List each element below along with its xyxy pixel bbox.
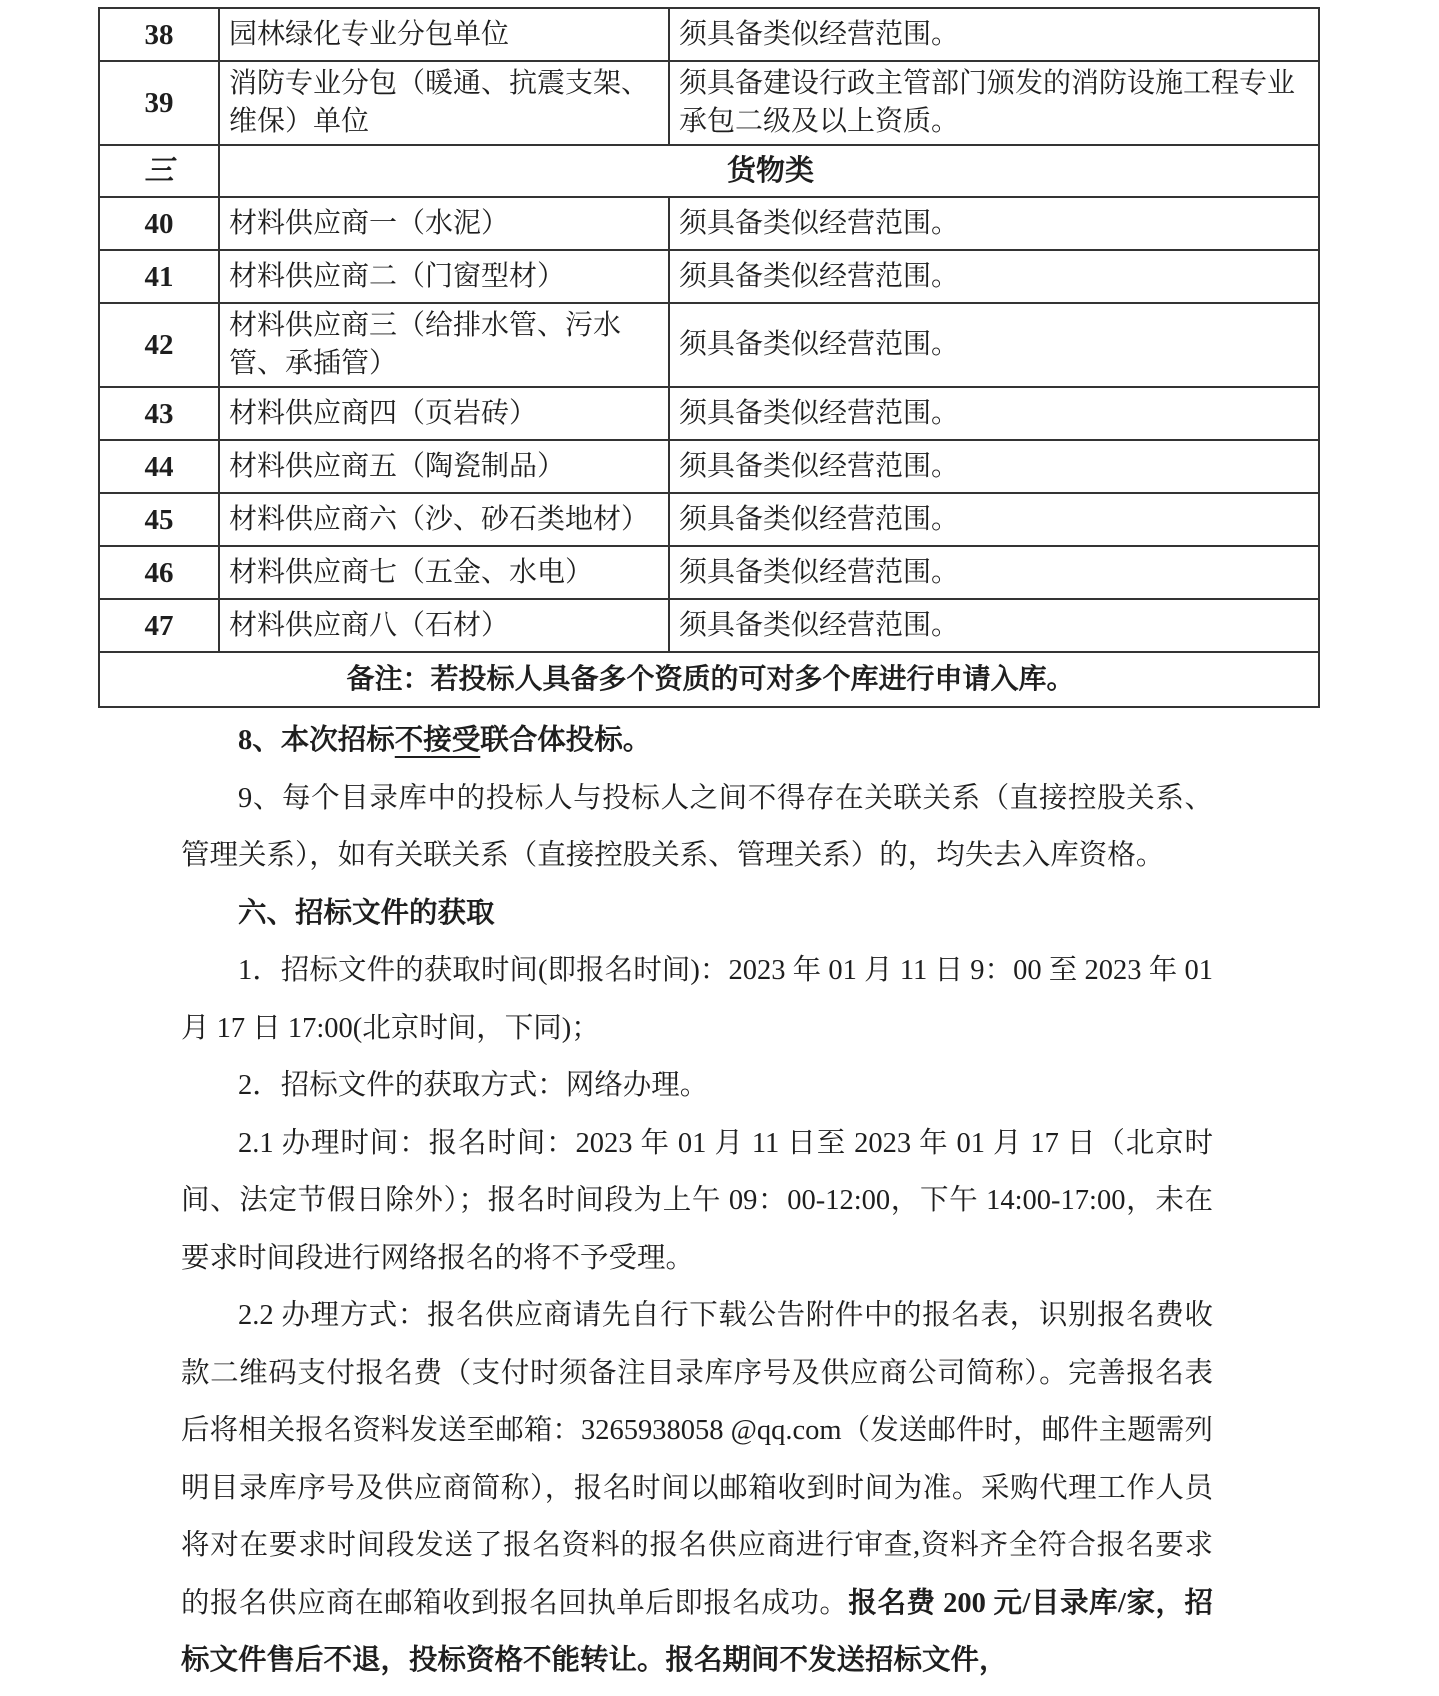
- body-text: [181, 712, 1213, 1690]
- table-row: [99, 8, 1319, 61]
- table-row: [99, 303, 1319, 387]
- requirement: 须具备类似经营范围。: [669, 197, 1319, 250]
- paragraph-item-1: 1．招标文件的获取时间(即报名时间)：2023 年 01 月 11 日 9：00 至 2023 年 01 月 17 日 17:00(北京时间，下同)；: [181, 955, 1213, 1044]
- supplier-name: 材料供应商五（陶瓷制品）: [219, 440, 669, 493]
- paragraph-item-9: 9、每个目录库中的投标人与投标人之间不得存在关联关系（直接控股关系、管理关系），如有关联关系（直接控股关系、管理关系）的，均失去入库资格。: [181, 782, 1213, 871]
- supplier-name: 材料供应商三（给排水管、污水管、承插管）: [219, 303, 669, 387]
- paragraph-item-8: [181, 712, 1213, 770]
- goods-section-row: [99, 145, 1319, 197]
- section-title: 货物类: [219, 145, 1319, 197]
- row-number: 46: [99, 546, 219, 599]
- row-number: 45: [99, 493, 219, 546]
- table-row: [99, 387, 1319, 440]
- table-row: [99, 493, 1319, 546]
- table-row: [99, 440, 1319, 493]
- row-number: 47: [99, 599, 219, 652]
- requirement: 须具备类似经营范围。: [669, 387, 1319, 440]
- supplier-name: 园林绿化专业分包单位: [219, 8, 669, 61]
- item-8-suffix: 联合体投标。: [480, 725, 652, 756]
- requirement: 须具备类似经营范围。: [669, 8, 1319, 61]
- row-number: 39: [99, 61, 219, 145]
- requirement: 须具备类似经营范围。: [669, 546, 1319, 599]
- paragraph-2-1: 2.1 办理时间：报名时间：2023 年 01 月 11 日至 2023 年 01 月 17 日（北京时间、法定节假日除外）；报名时间段为上午 09：00-12:00，下午 14:00-17:00，未在要求时间段进行网络报名的将不予受理。: [181, 1127, 1213, 1274]
- requirement: 须具备类似经营范围。: [669, 599, 1319, 652]
- section-label: 三: [99, 145, 219, 197]
- supplier-name: 材料供应商六（沙、砂石类地材）: [219, 493, 669, 546]
- row-number: 40: [99, 197, 219, 250]
- row-number: 38: [99, 8, 219, 61]
- supplier-name: 材料供应商七（五金、水电）: [219, 546, 669, 599]
- table-row: [99, 250, 1319, 303]
- supplier-name: 材料供应商一（水泥）: [219, 197, 669, 250]
- row-number: 44: [99, 440, 219, 493]
- requirement: 须具备建设行政主管部门颁发的消防设施工程专业承包二级及以上资质。: [669, 61, 1319, 145]
- table-row: [99, 546, 1319, 599]
- item-8-prefix: 8、本次招标: [238, 725, 395, 756]
- supplier-name: 消防专业分包（暖通、抗震支架、维保）单位: [219, 61, 669, 145]
- supplier-name: 材料供应商二（门窗型材）: [219, 250, 669, 303]
- row-number: 43: [99, 387, 219, 440]
- requirement: 须具备类似经营范围。: [669, 440, 1319, 493]
- requirement: 须具备类似经营范围。: [669, 493, 1319, 546]
- section-heading-6: 六、招标文件的获取: [238, 897, 495, 929]
- qualification-table: [98, 7, 1320, 708]
- table-row: [99, 61, 1319, 145]
- table-note-row: [99, 652, 1319, 707]
- supplier-name: 材料供应商四（页岩砖）: [219, 387, 669, 440]
- paragraph-2-2-normal: 2.2 办理方式：报名供应商请先自行下载公告附件中的报名表，识别报名费收款二维码支付报名费（支付时须备注目录库序号及供应商公司简称）。完善报名表后将相关报名资料发送至邮箱：3265938058 @qq.com（发送邮件时，邮件主题需列明目录库序号及供应商简称），报名时间以邮箱收到时间为准。采购代理工作人员将对在要求时间段发送了报名资料的报名供应商进行审查,资料齐全符合报名要求的报名供应商在邮箱收到报名回执单后即报名成功。: [181, 1300, 1213, 1619]
- paragraph-2-2: [181, 1287, 1213, 1690]
- table-row: [99, 197, 1319, 250]
- table-note: 备注：若投标人具备多个资质的可对多个库进行申请入库。: [99, 652, 1319, 707]
- requirement: 须具备类似经营范围。: [669, 250, 1319, 303]
- row-number: 41: [99, 250, 219, 303]
- no-joint-bid-underlined: 不接受: [394, 725, 481, 756]
- requirement: 须具备类似经营范围。: [669, 303, 1319, 387]
- row-number: 42: [99, 303, 219, 387]
- supplier-name: 材料供应商八（石材）: [219, 599, 669, 652]
- registration-fee-bold: 报名费 200 元/目录库/家，招标文件售后不退，投标资格不能转让。报名期间不发送招标文件，: [181, 1587, 1213, 1676]
- paragraph-item-2: 2．招标文件的获取方式：网络办理。: [238, 1070, 709, 1101]
- table-row: [99, 599, 1319, 652]
